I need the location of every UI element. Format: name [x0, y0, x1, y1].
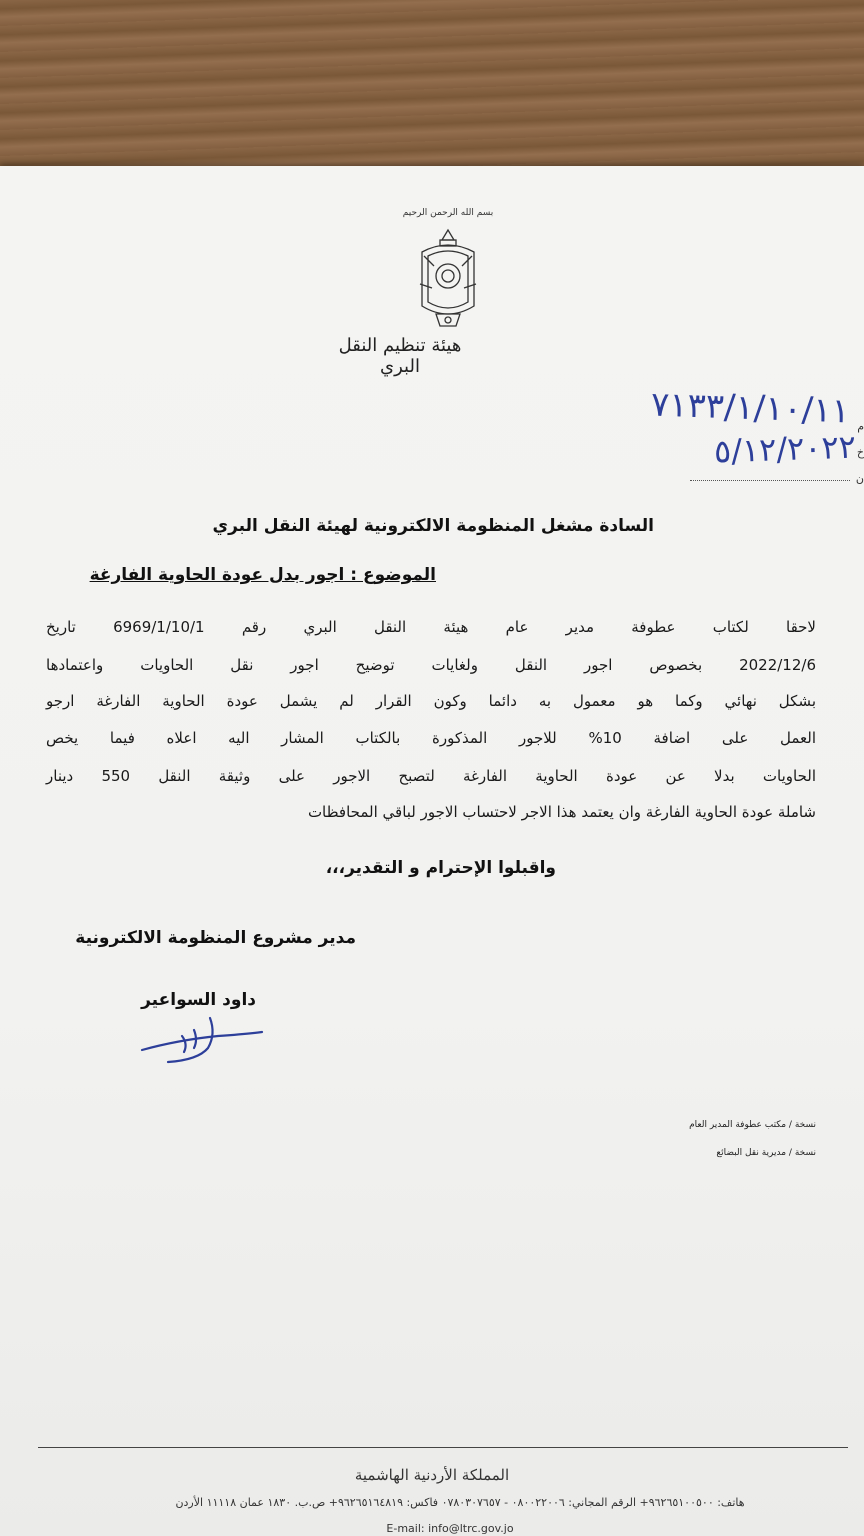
- handwritten-reference-number: ٧١٣٣/١/١٠/١١: [650, 384, 851, 432]
- body-line: بشكل نهائي وكما هو معمول به دائما وكون القرار لم يشمل عودة الحاوية الفارغة ارجو: [46, 692, 816, 710]
- footer-contact-info: هاتف: ٩٦٢٦٥١٠٠٥٠٠+ الرقم المجاني: ٠٨٠٠٢٢٠٠٦ - ٠٧٨٠٣٠٧٦٥٧ فاكس: ٩٦٢٦٥١٦٤٨١٩+ ص.ب. ١٨٣٠ عمان ١١١١٨ الأردن: [175, 1496, 745, 1509]
- coat-of-arms-icon: [414, 226, 482, 336]
- footer-divider: [38, 1447, 848, 1448]
- closing-phrase: واقبلوا الإحترام و التقدير،،،: [325, 858, 556, 878]
- body-line: 2022/12/6 بخصوص اجور النقل ولغايات توضيح اجور نقل الحاويات واعتمادها: [46, 656, 816, 674]
- attachment-field-label: ن: [855, 472, 864, 485]
- footer-email: E-mail: info@ltrc.gov.jo: [386, 1522, 514, 1535]
- letter-recipient: السادة مشغل المنظومة الالكترونية لهيئة النقل البري: [212, 516, 654, 536]
- attachments-dotted-line: [690, 480, 850, 481]
- handwritten-date: ٥/١٢/٢٠٢٢: [713, 427, 857, 471]
- body-line: الحاويات بدلا عن عودة الحاوية الفارغة لتصبح الاجور على وثيقة النقل 550 دينار: [46, 767, 816, 785]
- body-line: العمل على اضافة 10% للاجور المذكورة بالكتاب المشار اليه اعلاه فيما يخص: [46, 729, 816, 747]
- agency-name: هيئة تنظيم النقل البري: [338, 335, 462, 377]
- date-field-label: خ: [856, 446, 864, 459]
- body-line: لاحقا لكتاب عطوفة مدير عام هيئة النقل البري رقم 6969/1/10/1 تاريخ: [46, 618, 816, 636]
- signatory-title: مدير مشروع المنظومة الالكترونية: [75, 928, 356, 948]
- letter-subject: الموضوع : اجور بدل عودة الحاوية الفارغة: [89, 565, 436, 585]
- body-line: شاملة عودة الحاوية الفارغة وان يعتمد هذا الاجر لاحتساب الاجور لباقي المحافظات: [307, 803, 816, 821]
- emblem-motto: بسم الله الرحمن الرحيم: [402, 208, 494, 218]
- footer-country: المملكة الأردنية الهاشمية: [354, 1466, 510, 1484]
- copy-recipient: نسخة / مكتب عطوفة المدير العام: [689, 1120, 816, 1130]
- signatory-name: داود السواعير: [141, 990, 256, 1010]
- reference-field-label: م: [857, 420, 864, 433]
- handwritten-signature: [138, 1010, 268, 1070]
- copy-recipient: نسخة / مديرية نقل البضائع: [716, 1148, 816, 1158]
- wooden-table-background: [0, 0, 864, 180]
